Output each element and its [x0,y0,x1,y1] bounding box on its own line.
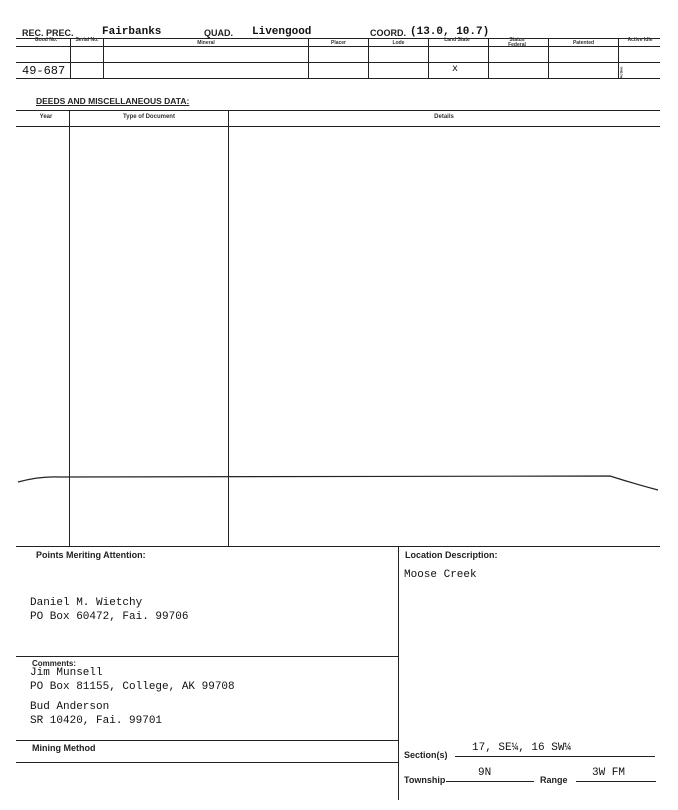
township-label: Township [404,775,446,785]
col-good-no: Good No. [34,37,58,43]
col-year: Year [39,114,53,120]
col-divider-6 [488,38,489,78]
comments-line-1: Jim Munsell [30,667,103,679]
quad-label: QUAD. [204,28,233,38]
comments-line-4: SR 10420, Fai. 99701 [30,715,163,727]
mining-method-rule [16,740,398,741]
deeds-header-rule [16,126,660,127]
col-details: Details [434,114,454,120]
top-table-mid-rule [16,62,660,63]
col-divider-5 [428,38,429,78]
coord-label: COORD. [370,28,406,38]
comments-rule [16,656,398,657]
deeds-top-rule [16,110,660,111]
section-underline [455,756,655,757]
col-status-federal: Status Federal [508,37,526,48]
comments-line-3: Bud Anderson [30,701,110,713]
points-line-2: PO Box 60472, Fai. 99706 [30,611,189,623]
section-label: Section(s) [404,750,448,760]
rec-prec-value: Fairbanks [102,26,162,38]
col-serial-no: Serial No. [75,37,99,43]
col-land-state: Land State [444,37,470,43]
location-value: Moose Creek [404,569,477,581]
col-mineral: Mineral [197,40,215,46]
range-label: Range [540,775,568,785]
township-underline [446,781,534,782]
points-line-1: Daniel M. Wietchy [30,597,143,609]
col-placer: Placer [330,40,346,46]
location-label: Location Description: [405,550,498,560]
section-value: 17, SE¼, 16 SW¼ [472,742,572,754]
deeds-title: DEEDS AND MISCELLANEOUS DATA: [36,96,190,106]
comments-line-2: PO Box 81155, College, AK 99708 [30,681,235,693]
rec-prec-label: REC. PREC. [22,28,74,38]
range-value: 3W FM [592,767,626,779]
coord-value: (13.0, 10.7) [410,26,490,38]
col-divider-1 [70,38,71,78]
points-label: Points Meriting Attention: [36,550,146,560]
col-type-of-document: Type of Document [123,114,175,120]
active-idle-mark: Active [618,66,624,79]
good-no-value: 49-687 [22,64,66,78]
mining-method-label: Mining Method [32,743,96,753]
col-lode: Lode [392,40,405,46]
township-value: 9N [478,767,492,779]
col-patented: Patented [572,40,595,46]
overlay-edge [0,464,678,494]
comments-label: Comments: [32,659,77,668]
col-active-idle: Active Idle [627,37,653,43]
top-table-header-rule [16,46,660,47]
quad-value: Livengood [252,26,312,38]
land-state-mark: x [452,64,459,75]
lower-vertical-divider [398,546,399,800]
range-underline [576,781,656,782]
lower-top-rule [16,546,660,547]
header-rule [16,38,660,39]
top-table-bottom-rule [16,78,660,79]
mining-method-bottom-rule [16,762,398,763]
